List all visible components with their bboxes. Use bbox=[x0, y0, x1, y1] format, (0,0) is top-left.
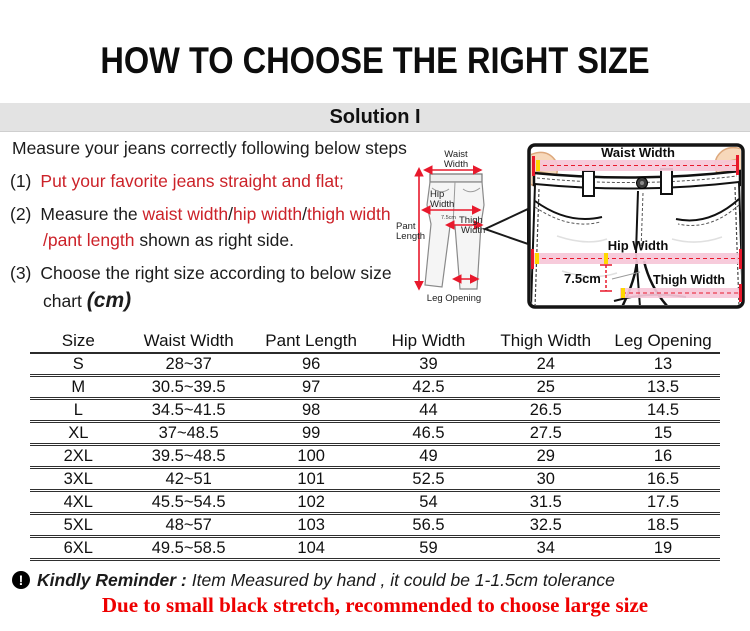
callout-wedge bbox=[485, 209, 528, 244]
pant-length-label-2: Length bbox=[396, 231, 426, 242]
cell-waist: 39.5~48.5 bbox=[127, 445, 251, 468]
cell-waist: 45.5~54.5 bbox=[127, 491, 251, 514]
step-2-waist: waist width bbox=[142, 204, 229, 224]
table-row bbox=[30, 353, 720, 376]
step-3-number: (3) bbox=[10, 263, 32, 283]
cell-leg: 16.5 bbox=[606, 468, 720, 491]
cell-hip: 56.5 bbox=[372, 514, 486, 537]
measuring-instructions bbox=[10, 138, 410, 325]
col-header-thigh: Thigh Width bbox=[485, 330, 606, 353]
table-row bbox=[30, 537, 720, 560]
cell-thigh: 24 bbox=[485, 353, 606, 376]
exclamation-icon: ! bbox=[12, 571, 30, 589]
cell-pant: 104 bbox=[251, 537, 372, 560]
step-2-number: (2) bbox=[10, 204, 32, 224]
step-2-line2 bbox=[43, 230, 410, 251]
cell-leg: 13 bbox=[606, 353, 720, 376]
step-2-pantlength: /pant length bbox=[43, 230, 135, 250]
cell-waist: 30.5~39.5 bbox=[127, 376, 251, 399]
big-waist-label: Waist Width bbox=[601, 145, 675, 160]
stretch-warning: Due to small black stretch, recommended to choose large size bbox=[101, 593, 649, 617]
kindly-reminder bbox=[12, 570, 615, 590]
step-3-cm-unit: (cm) bbox=[86, 289, 132, 312]
step-2-rest: shown as right side. bbox=[134, 230, 294, 250]
step-3-chart: chart bbox=[43, 291, 87, 311]
cell-waist: 42~51 bbox=[127, 468, 251, 491]
col-header-hip: Hip Width bbox=[372, 330, 486, 353]
cell-hip: 52.5 bbox=[372, 468, 486, 491]
cell-thigh: 31.5 bbox=[485, 491, 606, 514]
step-1 bbox=[10, 171, 410, 192]
leg-opening-label: Leg Opening bbox=[426, 293, 482, 304]
cell-size: M bbox=[30, 376, 127, 399]
step-2 bbox=[10, 204, 410, 225]
col-header-waist: Waist Width bbox=[127, 330, 251, 353]
cell-leg: 19 bbox=[606, 537, 720, 560]
table-row bbox=[30, 376, 720, 399]
cell-hip: 44 bbox=[372, 399, 486, 422]
measurement-diagram bbox=[392, 131, 750, 317]
col-header-size: Size bbox=[30, 330, 127, 353]
yellow-marker bbox=[536, 160, 540, 171]
cell-waist: 37~48.5 bbox=[127, 422, 251, 445]
step-3-line2 bbox=[43, 289, 410, 313]
table-row bbox=[30, 491, 720, 514]
cell-leg: 16 bbox=[606, 445, 720, 468]
table-row bbox=[30, 422, 720, 445]
big-7-5cm-label: 7.5cm bbox=[564, 271, 601, 286]
instructions-intro: Measure your jeans correctly following below steps bbox=[12, 138, 407, 158]
cell-pant: 100 bbox=[251, 445, 372, 468]
cell-leg: 15 bbox=[606, 422, 720, 445]
yellow-marker bbox=[621, 288, 625, 298]
table-row bbox=[30, 399, 720, 422]
cell-size: 6XL bbox=[30, 537, 127, 560]
small-thigh-label-2: Width bbox=[461, 225, 486, 236]
cell-leg: 18.5 bbox=[606, 514, 720, 537]
cell-thigh: 27.5 bbox=[485, 422, 606, 445]
cell-size: 3XL bbox=[30, 468, 127, 491]
cell-thigh: 30 bbox=[485, 468, 606, 491]
yellow-marker bbox=[535, 253, 539, 264]
small-hip-label-1: Hip bbox=[430, 189, 445, 200]
jeans-measurement-illustration bbox=[392, 131, 750, 317]
big-hip-label: Hip Width bbox=[607, 238, 669, 253]
small-thigh-label-1: Thigh bbox=[459, 215, 483, 226]
col-header-leg-opening: Leg Opening bbox=[606, 330, 720, 353]
belt-loop bbox=[661, 169, 672, 194]
cell-size: XL bbox=[30, 422, 127, 445]
cell-hip: 54 bbox=[372, 491, 486, 514]
cell-size: 4XL bbox=[30, 491, 127, 514]
cell-waist: 49.5~58.5 bbox=[127, 537, 251, 560]
cell-thigh: 32.5 bbox=[485, 514, 606, 537]
belt-loop bbox=[583, 171, 594, 196]
page-title: HOW TO CHOOSE THE RIGHT SIZE bbox=[100, 40, 650, 81]
step-1-number: (1) bbox=[10, 171, 32, 191]
cell-hip: 59 bbox=[372, 537, 486, 560]
cell-pant: 99 bbox=[251, 422, 372, 445]
cell-pant: 102 bbox=[251, 491, 372, 514]
small-hip-label-2: Width bbox=[430, 199, 455, 210]
table-row bbox=[30, 468, 720, 491]
cell-pant: 98 bbox=[251, 399, 372, 422]
cell-pant: 101 bbox=[251, 468, 372, 491]
cell-thigh: 29 bbox=[485, 445, 606, 468]
cell-waist: 48~57 bbox=[127, 514, 251, 537]
cell-size: 2XL bbox=[30, 445, 127, 468]
small-jeans-figure bbox=[396, 149, 485, 304]
pant-length-label-1: Pant bbox=[396, 221, 416, 232]
cell-size: 5XL bbox=[30, 514, 127, 537]
cell-thigh: 26.5 bbox=[485, 399, 606, 422]
cell-waist: 28~37 bbox=[127, 353, 251, 376]
zoom-box bbox=[529, 145, 743, 307]
table-row bbox=[30, 445, 720, 468]
cell-hip: 46.5 bbox=[372, 422, 486, 445]
cell-size: L bbox=[30, 399, 127, 422]
big-thigh-label: Thigh Width bbox=[652, 273, 726, 287]
step-2-text: Measure the bbox=[40, 204, 143, 224]
small-waist-label-1: Waist bbox=[444, 149, 468, 160]
cell-hip: 39 bbox=[372, 353, 486, 376]
cell-hip: 42.5 bbox=[372, 376, 486, 399]
solution-label: Solution I bbox=[329, 106, 421, 128]
small-waist-label-2: Width bbox=[443, 159, 469, 170]
step-2-hip: hip width bbox=[233, 204, 303, 224]
step-2-thigh: thigh width bbox=[306, 204, 391, 224]
cell-leg: 17.5 bbox=[606, 491, 720, 514]
step-3 bbox=[10, 263, 410, 284]
reminder-label: Kindly Reminder : bbox=[37, 569, 187, 590]
cell-thigh: 25 bbox=[485, 376, 606, 399]
step-2-sep1: / bbox=[228, 204, 233, 224]
cell-pant: 96 bbox=[251, 353, 372, 376]
size-table bbox=[30, 330, 720, 561]
yellow-marker bbox=[604, 253, 608, 264]
cell-leg: 14.5 bbox=[606, 399, 720, 422]
reminder-text: Item Measured by hand , it could be 1-1.5cm tolerance bbox=[191, 569, 615, 590]
step-2-sep2: / bbox=[302, 204, 307, 224]
step-3-text: Choose the right size according to below size bbox=[40, 263, 392, 283]
cell-leg: 13.5 bbox=[606, 376, 720, 399]
small-7-5cm-label: 7.5cm bbox=[441, 215, 456, 221]
table-row bbox=[30, 514, 720, 537]
cell-size: S bbox=[30, 353, 127, 376]
cell-thigh: 34 bbox=[485, 537, 606, 560]
step-1-text: Put your favorite jeans straight and flat; bbox=[40, 171, 344, 191]
solution-banner bbox=[0, 103, 750, 132]
cell-pant: 97 bbox=[251, 376, 372, 399]
col-header-pant-length: Pant Length bbox=[251, 330, 372, 353]
size-table-header-row bbox=[30, 330, 720, 353]
cell-waist: 34.5~41.5 bbox=[127, 399, 251, 422]
cell-hip: 49 bbox=[372, 445, 486, 468]
cell-pant: 103 bbox=[251, 514, 372, 537]
